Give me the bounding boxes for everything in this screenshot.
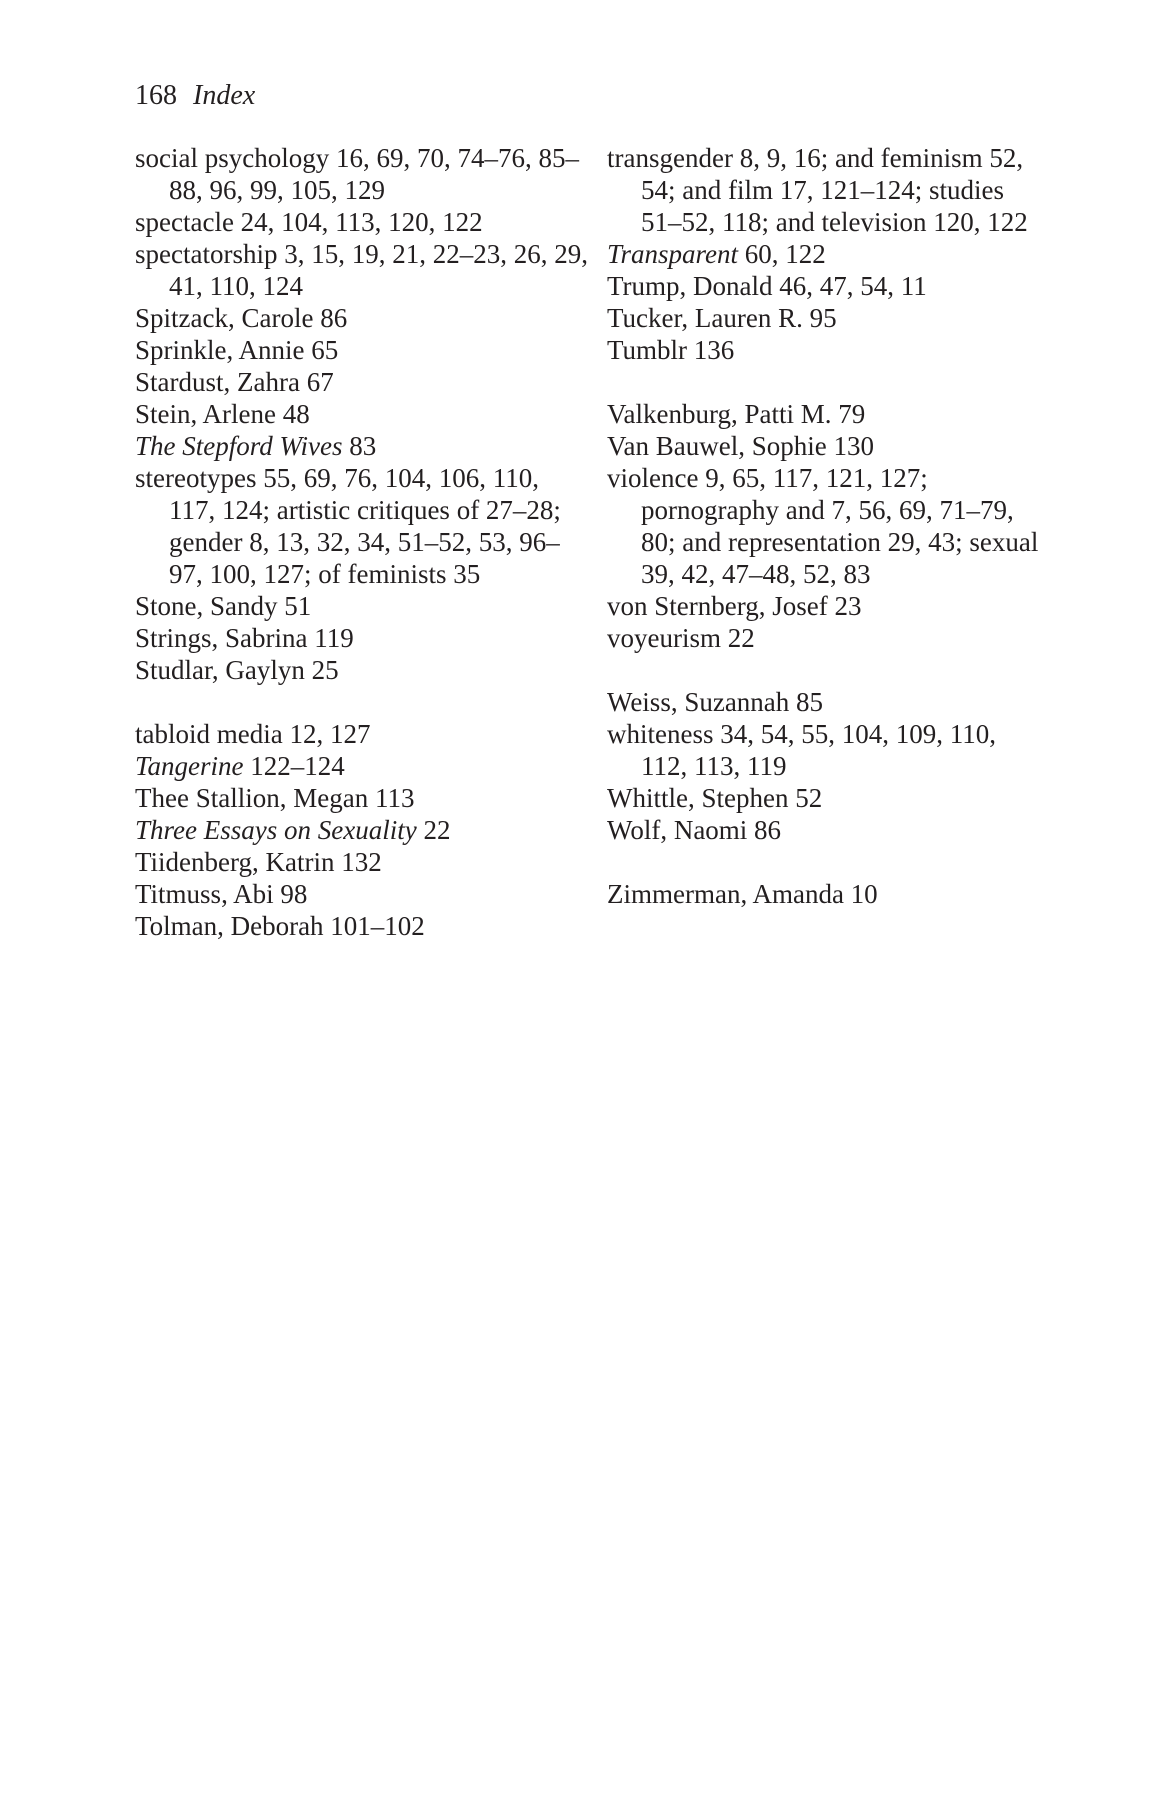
entry-text: Tiidenberg, Katrin 132: [135, 847, 382, 877]
entry-text: Tumblr 136: [607, 335, 735, 365]
index-entry: [607, 622, 1047, 654]
entry-text: Whittle, Stephen 52: [607, 783, 823, 813]
entry-text: voyeurism 22: [607, 623, 755, 653]
index-entry: [607, 814, 1047, 846]
section-title: Index: [193, 80, 256, 111]
entry-title: The Stepford Wives: [135, 431, 343, 461]
index-entry: [135, 846, 590, 878]
index-entry: [135, 206, 590, 238]
entry-text: Strings, Sabrina 119: [135, 623, 354, 653]
entry-text: Stein, Arlene 48: [135, 399, 310, 429]
entry-text: Van Bauwel, Sophie 130: [607, 431, 874, 461]
entry-text: von Sternberg, Josef 23: [607, 591, 862, 621]
entry-text: Tolman, Deborah 101–102: [135, 911, 425, 941]
entry-text: social psychology 16, 69, 70, 74–76, 85–88, 96, 99, 105, 129: [135, 143, 579, 205]
index-column-left: [135, 142, 590, 942]
index-entry: [607, 270, 1047, 302]
index-entry: [135, 814, 590, 846]
entry-text: Sprinkle, Annie 65: [135, 335, 339, 365]
entry-title: Transparent: [607, 239, 739, 269]
entry-text: 122–124: [243, 751, 345, 781]
index-entry: [607, 430, 1047, 462]
entry-text: spectacle 24, 104, 113, 120, 122: [135, 207, 483, 237]
index-entry: [607, 302, 1047, 334]
index-entry: [135, 398, 590, 430]
entry-text: Valkenburg, Patti M. 79: [607, 399, 866, 429]
index-column-right: [607, 142, 1047, 910]
page-number: 168: [135, 80, 177, 111]
index-entry: [135, 366, 590, 398]
index-entry: [135, 590, 590, 622]
index-entry: [135, 302, 590, 334]
entry-text: stereotypes 55, 69, 76, 104, 106, 110, 117, 124; artistic critiques of 27–28; gender 8, 13, 32, 34, 51–52, 53, 96–97, 100, 127; of feminists 35: [135, 463, 561, 589]
index-entry: [607, 782, 1047, 814]
index-entry: [607, 462, 1047, 590]
index-entry: [135, 910, 590, 942]
index-entry: [135, 782, 590, 814]
index-entry: [607, 238, 1047, 270]
index-entry: [135, 878, 590, 910]
index-entry: [607, 718, 1047, 782]
entry-text: Zimmerman, Amanda 10: [607, 879, 878, 909]
entry-text: Titmuss, Abi 98: [135, 879, 308, 909]
index-entry: [135, 238, 590, 302]
index-entry: [135, 142, 590, 206]
entry-text: transgender 8, 9, 16; and feminism 52, 54; and film 17, 121–124; studies 51–52, 118; and television 120, 122: [607, 143, 1028, 237]
index-entry: [135, 654, 590, 686]
index-entry: [135, 334, 590, 366]
index-entry: [607, 142, 1047, 238]
entry-text: Wolf, Naomi 86: [607, 815, 782, 845]
entry-text: Studlar, Gaylyn 25: [135, 655, 339, 685]
entry-text: Weiss, Suzannah 85: [607, 687, 824, 717]
index-entry: [135, 718, 590, 750]
index-entry: [607, 686, 1047, 718]
index-entry: [135, 750, 590, 782]
index-entry: [607, 334, 1047, 366]
entry-text: Thee Stallion, Megan 113: [135, 783, 415, 813]
entry-title: Three Essays on Sexuality: [135, 815, 417, 845]
index-entry: [135, 622, 590, 654]
entry-text: 22: [416, 815, 451, 845]
index-entry: [135, 462, 590, 590]
entry-text: Stardust, Zahra 67: [135, 367, 334, 397]
index-entry: [135, 430, 590, 462]
entry-title: Tangerine: [135, 751, 244, 781]
index-entry: [607, 878, 1047, 910]
running-head: [135, 78, 255, 114]
entry-text: Tucker, Lauren R. 95: [607, 303, 837, 333]
entry-text: Trump, Donald 46, 47, 54, 11: [607, 271, 927, 301]
index-entry: [607, 398, 1047, 430]
index-entry: [607, 590, 1047, 622]
entry-text: whiteness 34, 54, 55, 104, 109, 110, 112, 113, 119: [607, 719, 996, 781]
entry-text: Stone, Sandy 51: [135, 591, 312, 621]
entry-text: tabloid media 12, 127: [135, 719, 371, 749]
entry-text: 60, 122: [738, 239, 826, 269]
entry-text: 83: [342, 431, 377, 461]
entry-text: Spitzack, Carole 86: [135, 303, 348, 333]
entry-text: spectatorship 3, 15, 19, 21, 22–23, 26, 29, 41, 110, 124: [135, 239, 588, 301]
entry-text: violence 9, 65, 117, 121, 127; pornography and 7, 56, 69, 71–79, 80; and representation 29, 43; sexual 39, 42, 47–48, 52, 83: [607, 463, 1039, 589]
